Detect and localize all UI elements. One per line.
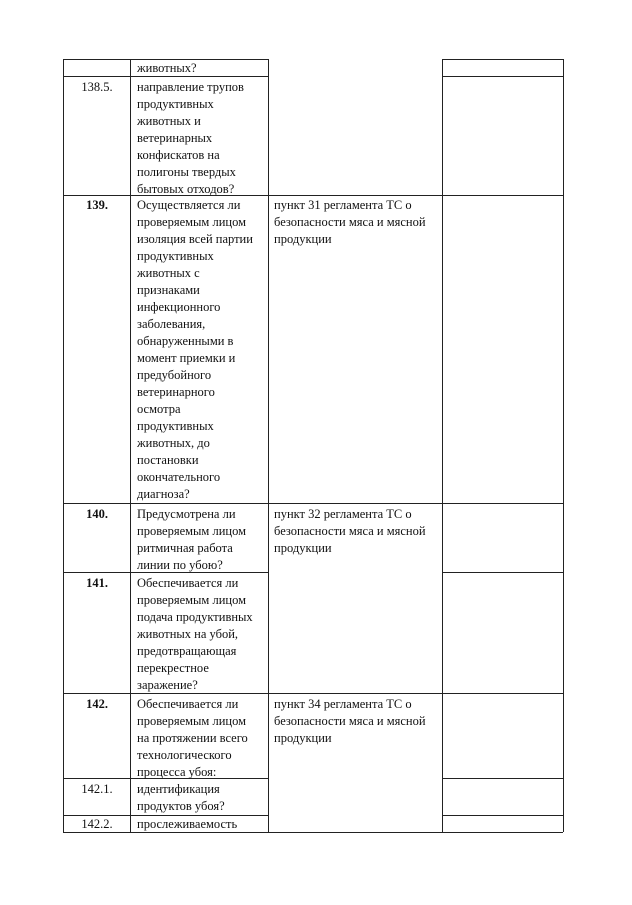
row-divider — [63, 503, 269, 504]
question-text: Предусмотрена ли проверяемым лицом ритмичная работа линии по убою? — [137, 507, 246, 572]
column-border — [130, 59, 131, 832]
row-divider — [442, 195, 563, 196]
row-divider — [268, 503, 442, 504]
item-number: 139. — [86, 198, 108, 212]
table-bottom-border — [442, 832, 563, 833]
item-number: 142. — [86, 697, 108, 711]
row-divider — [442, 815, 563, 816]
row-divider — [442, 76, 563, 77]
item-number: 142.1. — [81, 782, 113, 796]
column-border — [442, 59, 443, 832]
question-text: Обеспечивается ли проверяемым лицом на протяжении всего технологического процесса убоя: — [137, 697, 248, 779]
column-border — [563, 59, 564, 832]
item-number: 138.5. — [81, 80, 113, 94]
column-border — [268, 59, 269, 832]
item-number: 141. — [86, 576, 108, 590]
question-text: Обеспечивается ли проверяемым лицом подача продуктивных животных на убой, предотвращающая перекрестное заражение? — [137, 576, 253, 692]
question-text: животных? — [137, 61, 197, 75]
regulation-reference: пункт 31 регламента ТС о безопасности мяса и мясной продукции — [274, 198, 426, 246]
column-border — [63, 59, 64, 832]
row-divider — [268, 195, 442, 196]
table-bottom-border — [268, 832, 442, 833]
regulation-reference: пункт 32 регламента ТС о безопасности мяса и мясной продукции — [274, 507, 426, 555]
row-divider — [442, 572, 563, 573]
row-divider — [268, 693, 442, 694]
question-text: направление трупов продуктивных животных и ветеринарных конфискатов на полигоны твердых бытовых отходов? — [137, 80, 244, 196]
row-divider — [442, 778, 563, 779]
question-text: Осуществляется ли проверяемым лицом изоляция всей партии продуктивных животных с признаками инфекционного заболевания, обнаруженными в момент приемки и предубойного ветеринарного осмотра продуктивных животных, до постановки окончательного диагноза? — [137, 198, 253, 501]
row-divider — [442, 59, 563, 60]
item-number: 142.2. — [81, 817, 113, 831]
item-number: 140. — [86, 507, 108, 521]
row-divider — [442, 503, 563, 504]
question-text: прослеживаемость — [137, 817, 238, 831]
regulation-reference: пункт 34 регламента ТС о безопасности мяса и мясной продукции — [274, 697, 426, 745]
row-divider — [442, 693, 563, 694]
question-text: идентификация продуктов убоя? — [137, 782, 225, 813]
